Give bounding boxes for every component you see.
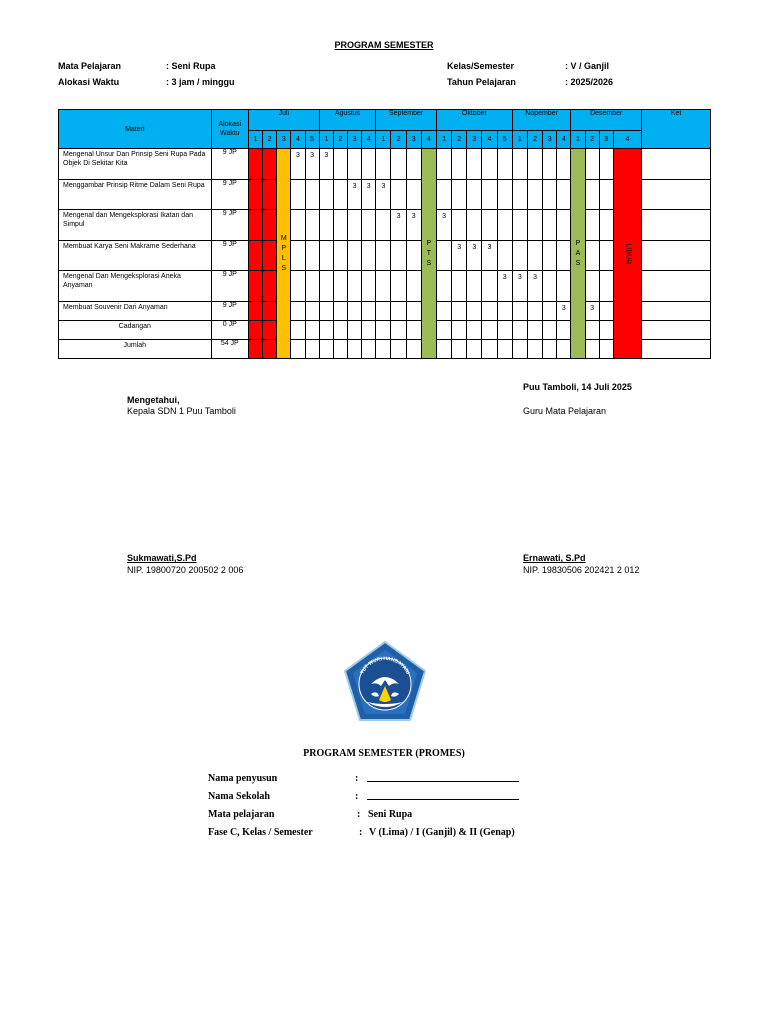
- week-cell: [599, 180, 613, 210]
- cover-label-sekolah: Nama Sekolah: [208, 791, 270, 802]
- week-cell: [362, 302, 376, 321]
- row-alokasi: 54 JP: [211, 340, 248, 359]
- row-ket: [642, 210, 711, 241]
- week-cell: [376, 271, 391, 302]
- week-cell: [348, 271, 362, 302]
- row-alokasi: 9 JP: [211, 180, 248, 210]
- alokasi-value: : 3 jam / minggu: [166, 77, 235, 87]
- cover-blank-sekolah: [367, 791, 519, 803]
- week-cell: [263, 340, 277, 359]
- cover-colon-sekolah: :: [355, 791, 359, 802]
- week-cell: [376, 210, 391, 241]
- week-cell: [319, 180, 333, 210]
- week-cell: [319, 210, 333, 241]
- week-cell: [263, 241, 277, 271]
- week-cell: [543, 340, 557, 359]
- week-cell: [512, 210, 527, 241]
- week-cell: [248, 340, 262, 359]
- week-cell: [599, 241, 613, 271]
- week-cell: [436, 241, 451, 271]
- week-cell: [348, 241, 362, 271]
- week-cell: 3: [467, 241, 482, 271]
- week-cell: [512, 302, 527, 321]
- week-cell: [467, 271, 482, 302]
- week-cell: [557, 180, 571, 210]
- week-cell: [333, 271, 347, 302]
- week-cell: [482, 210, 497, 241]
- week-number: 3: [348, 131, 362, 149]
- week-cell: [263, 149, 277, 180]
- week-cell: [557, 149, 571, 180]
- week-cell: [333, 340, 347, 359]
- week-cell: [512, 241, 527, 271]
- logo-motto: TUT WURI HANDAYANI: [359, 655, 411, 676]
- mpls-column: [277, 149, 291, 359]
- row-materi: Membuat Souvenir Dari Anyaman: [59, 302, 212, 321]
- week-cell: [497, 241, 512, 271]
- week-cell: [436, 321, 451, 340]
- week-number: 1: [319, 131, 333, 149]
- week-number: 3: [467, 131, 482, 149]
- week-cell: [543, 180, 557, 210]
- week-cell: [305, 210, 319, 241]
- week-cell: [391, 241, 406, 271]
- week-cell: [362, 149, 376, 180]
- week-cell: 3: [391, 210, 406, 241]
- week-number: 1: [571, 131, 585, 149]
- week-cell: 3: [348, 180, 362, 210]
- mapel-value: : Seni Rupa: [166, 61, 216, 71]
- week-cell: [333, 302, 347, 321]
- week-cell: [467, 302, 482, 321]
- week-cell: 3: [406, 210, 421, 241]
- week-cell: [248, 149, 262, 180]
- week-cell: [599, 210, 613, 241]
- week-cell: [263, 321, 277, 340]
- row-alokasi: 9 JP: [211, 149, 248, 180]
- month-oktober: Oktober: [436, 110, 512, 131]
- week-cell: [248, 241, 262, 271]
- row-ket: [642, 321, 711, 340]
- week-cell: [497, 210, 512, 241]
- week-cell: [348, 302, 362, 321]
- week-number: 4: [421, 131, 436, 149]
- week-cell: [452, 321, 467, 340]
- mengetahui-label: Mengetahui,: [127, 395, 180, 405]
- guru-title: Guru Mata Pelajaran: [523, 406, 607, 416]
- week-cell: [348, 321, 362, 340]
- week-number: 1: [512, 131, 527, 149]
- week-cell: [452, 149, 467, 180]
- row-materi: Mengenal Dan Mengeksplorasi Aneka Anyaman: [59, 271, 212, 302]
- week-cell: [333, 241, 347, 271]
- week-cell: [291, 180, 305, 210]
- week-cell: [599, 149, 613, 180]
- week-cell: [543, 210, 557, 241]
- week-cell: 3: [557, 302, 571, 321]
- week-cell: [527, 302, 542, 321]
- alokasi-label: Alokasi Waktu: [58, 77, 120, 87]
- week-cell: [527, 241, 542, 271]
- week-cell: [305, 241, 319, 271]
- kepala-name: Sukmawati,S.Pd: [127, 553, 197, 563]
- week-number: 2: [585, 131, 599, 149]
- week-cell: [436, 149, 451, 180]
- week-cell: [557, 340, 571, 359]
- cover-label-penyusun: Nama penyusun: [208, 773, 278, 784]
- month-desember: Desember: [571, 110, 642, 131]
- week-cell: [585, 210, 599, 241]
- week-cell: [248, 302, 262, 321]
- week-cell: [543, 241, 557, 271]
- week-cell: [263, 302, 277, 321]
- cover-blank-penyusun: [367, 773, 519, 785]
- week-number: 3: [543, 131, 557, 149]
- week-cell: [305, 321, 319, 340]
- week-cell: [291, 210, 305, 241]
- week-cell: [585, 241, 599, 271]
- week-cell: [599, 321, 613, 340]
- week-number: 3: [599, 131, 613, 149]
- week-cell: [512, 149, 527, 180]
- row-materi: Cadangan: [59, 321, 212, 340]
- week-cell: [436, 180, 451, 210]
- week-cell: [527, 321, 542, 340]
- week-cell: [376, 321, 391, 340]
- week-cell: [248, 271, 262, 302]
- week-number: 2: [391, 131, 406, 149]
- week-cell: [467, 210, 482, 241]
- kepala-title: Kepala SDN 1 Puu Tamboli: [127, 406, 236, 416]
- week-cell: [362, 271, 376, 302]
- row-ket: [642, 271, 711, 302]
- week-cell: [543, 302, 557, 321]
- week-cell: [527, 149, 542, 180]
- mpls-label: MPLS: [280, 234, 287, 272]
- guru-name: Ernawati, S.Pd: [523, 553, 586, 563]
- week-cell: [305, 271, 319, 302]
- week-cell: [333, 180, 347, 210]
- week-cell: [527, 340, 542, 359]
- week-cell: [305, 340, 319, 359]
- week-cell: [391, 321, 406, 340]
- week-cell: [348, 149, 362, 180]
- week-cell: [599, 340, 613, 359]
- week-cell: 3: [527, 271, 542, 302]
- header-alokasi: Alokasi Waktu: [211, 110, 248, 149]
- header-materi: Materi: [59, 110, 212, 149]
- week-cell: [436, 302, 451, 321]
- row-materi: Mengenal dan Mengeksplorasi Ikatan dan Simpul: [59, 210, 212, 241]
- week-cell: [406, 271, 421, 302]
- week-cell: [482, 321, 497, 340]
- week-number: 2: [333, 131, 347, 149]
- row-materi: Membuat Karya Seni Makrame Sederhana: [59, 241, 212, 271]
- tahun-value: : 2025/2026: [565, 77, 614, 87]
- kelas-value: : V / Ganjil: [565, 61, 610, 71]
- row-ket: [642, 302, 711, 321]
- week-cell: [291, 271, 305, 302]
- week-cell: [467, 321, 482, 340]
- week-cell: [585, 340, 599, 359]
- cover-title: PROGRAM SEMESTER (PROMES): [303, 748, 465, 759]
- week-cell: [333, 210, 347, 241]
- libur-label: LIBUR: [624, 243, 632, 264]
- week-cell: [263, 271, 277, 302]
- week-number: 3: [277, 131, 291, 149]
- week-number: 4: [291, 131, 305, 149]
- kepala-nip: NIP. 19800720 200502 2 006: [127, 565, 244, 575]
- week-cell: [406, 321, 421, 340]
- week-cell: [527, 180, 542, 210]
- week-cell: [319, 271, 333, 302]
- week-cell: [376, 241, 391, 271]
- cover-colon-mapel: :: [357, 809, 361, 820]
- week-cell: 3: [452, 241, 467, 271]
- cover-label-mapel: Mata pelajaran: [208, 809, 275, 820]
- week-cell: [497, 321, 512, 340]
- week-cell: [291, 321, 305, 340]
- week-cell: [391, 271, 406, 302]
- week-cell: [436, 271, 451, 302]
- week-cell: [557, 241, 571, 271]
- week-cell: [452, 302, 467, 321]
- week-cell: [362, 340, 376, 359]
- week-cell: [348, 210, 362, 241]
- row-ket: [642, 340, 711, 359]
- week-cell: [263, 210, 277, 241]
- week-cell: [452, 340, 467, 359]
- week-cell: [467, 149, 482, 180]
- week-number: 1: [248, 131, 262, 149]
- cover-value-mapel: Seni Rupa: [368, 809, 413, 820]
- week-number: 4: [557, 131, 571, 149]
- mapel-label: Mata Pelajaran: [58, 61, 122, 71]
- cover-label-fase: Fase C, Kelas / Semester: [208, 827, 313, 838]
- row-alokasi: 9 JP: [211, 210, 248, 241]
- week-cell: [543, 321, 557, 340]
- week-cell: [452, 180, 467, 210]
- week-cell: 3: [362, 180, 376, 210]
- week-cell: [406, 302, 421, 321]
- guru-nip: NIP. 19830506 202421 2 012: [523, 565, 640, 575]
- week-number: 2: [527, 131, 542, 149]
- week-cell: [497, 180, 512, 210]
- week-cell: [599, 302, 613, 321]
- week-cell: [333, 149, 347, 180]
- week-cell: [333, 321, 347, 340]
- week-cell: [406, 241, 421, 271]
- week-number: 1: [436, 131, 451, 149]
- week-cell: [263, 180, 277, 210]
- week-cell: [512, 340, 527, 359]
- week-number: 2: [263, 131, 277, 149]
- week-cell: [319, 302, 333, 321]
- week-cell: [376, 149, 391, 180]
- week-cell: [557, 321, 571, 340]
- week-cell: [482, 180, 497, 210]
- week-cell: [248, 210, 262, 241]
- week-cell: [319, 340, 333, 359]
- week-number: 5: [305, 131, 319, 149]
- pas-column: [571, 149, 585, 359]
- week-cell: 3: [436, 210, 451, 241]
- week-cell: [436, 340, 451, 359]
- header-ket: Ket: [642, 110, 711, 149]
- week-cell: [452, 271, 467, 302]
- week-cell: [391, 302, 406, 321]
- row-ket: [642, 241, 711, 271]
- week-number: 3: [406, 131, 421, 149]
- week-cell: [599, 271, 613, 302]
- week-cell: [291, 340, 305, 359]
- month-september: September: [376, 110, 437, 131]
- week-cell: [376, 302, 391, 321]
- week-cell: [482, 340, 497, 359]
- week-cell: [362, 210, 376, 241]
- week-cell: [512, 180, 527, 210]
- week-cell: [482, 271, 497, 302]
- week-cell: [557, 210, 571, 241]
- week-cell: [291, 302, 305, 321]
- place-date: Puu Tamboli, 14 Juli 2025: [523, 382, 632, 392]
- week-cell: [362, 241, 376, 271]
- week-cell: [291, 241, 305, 271]
- week-cell: [497, 340, 512, 359]
- kelas-label: Kelas/Semester: [447, 61, 515, 71]
- week-cell: [585, 321, 599, 340]
- month-nopember: Nopember: [512, 110, 571, 131]
- week-cell: 3: [482, 241, 497, 271]
- week-cell: [497, 149, 512, 180]
- week-number: 1: [376, 131, 391, 149]
- week-cell: 3: [512, 271, 527, 302]
- week-cell: [348, 340, 362, 359]
- week-cell: 3: [291, 149, 305, 180]
- pas-label: PAS: [575, 239, 581, 267]
- week-cell: [376, 340, 391, 359]
- tahun-label: Tahun Pelajaran: [447, 77, 516, 87]
- week-cell: [482, 302, 497, 321]
- week-number: 5: [497, 131, 512, 149]
- week-cell: [585, 180, 599, 210]
- week-cell: [497, 302, 512, 321]
- cover-colon-fase: :: [359, 827, 363, 838]
- week-cell: 3: [305, 149, 319, 180]
- week-cell: 3: [497, 271, 512, 302]
- week-cell: [406, 340, 421, 359]
- week-cell: [482, 149, 497, 180]
- promes-table: [58, 109, 711, 359]
- week-number: 4: [362, 131, 376, 149]
- tut-wuri-handayani-logo: [341, 640, 429, 728]
- week-cell: [305, 302, 319, 321]
- week-cell: [391, 149, 406, 180]
- week-cell: [248, 321, 262, 340]
- week-cell: [391, 180, 406, 210]
- week-number: 4: [613, 131, 641, 149]
- week-cell: [305, 180, 319, 210]
- cover-value-fase: V (Lima) / I (Ganjil) & II (Genap): [369, 827, 515, 838]
- month-agustus: Agustus: [319, 110, 376, 131]
- week-cell: [543, 271, 557, 302]
- row-materi: Mengenal Unsur Dan Prinsip Seni Rupa Pada Objek Di Sekitar Kita: [59, 149, 212, 180]
- week-cell: [362, 321, 376, 340]
- week-cell: [543, 149, 557, 180]
- pts-column: [421, 149, 436, 359]
- week-cell: [452, 210, 467, 241]
- week-cell: [467, 180, 482, 210]
- week-cell: [585, 271, 599, 302]
- week-number: 4: [482, 131, 497, 149]
- week-cell: [248, 180, 262, 210]
- page-title: PROGRAM SEMESTER: [334, 40, 434, 50]
- week-cell: 3: [376, 180, 391, 210]
- row-ket: [642, 149, 711, 180]
- week-cell: [406, 149, 421, 180]
- row-alokasi: 9 JP: [211, 271, 248, 302]
- week-cell: [319, 321, 333, 340]
- week-cell: [512, 321, 527, 340]
- row-alokasi: 0 JP: [211, 321, 248, 340]
- row-materi: Jumlah: [59, 340, 212, 359]
- week-cell: 3: [585, 302, 599, 321]
- row-materi: Menggambar Prinsip Ritme Dalam Seni Rupa: [59, 180, 212, 210]
- week-cell: [467, 340, 482, 359]
- row-alokasi: 9 JP: [211, 241, 248, 271]
- libur-column: [613, 149, 641, 359]
- week-cell: [557, 271, 571, 302]
- week-cell: [406, 180, 421, 210]
- week-cell: [527, 210, 542, 241]
- week-number: 2: [452, 131, 467, 149]
- week-cell: 3: [319, 149, 333, 180]
- week-cell: [319, 241, 333, 271]
- week-cell: [585, 149, 599, 180]
- week-cell: [391, 340, 406, 359]
- row-alokasi: 9 JP: [211, 302, 248, 321]
- month-juli: Juli: [248, 110, 319, 131]
- cover-colon-penyusun: :: [355, 773, 359, 784]
- pts-label: PTS: [426, 239, 432, 267]
- row-ket: [642, 180, 711, 210]
